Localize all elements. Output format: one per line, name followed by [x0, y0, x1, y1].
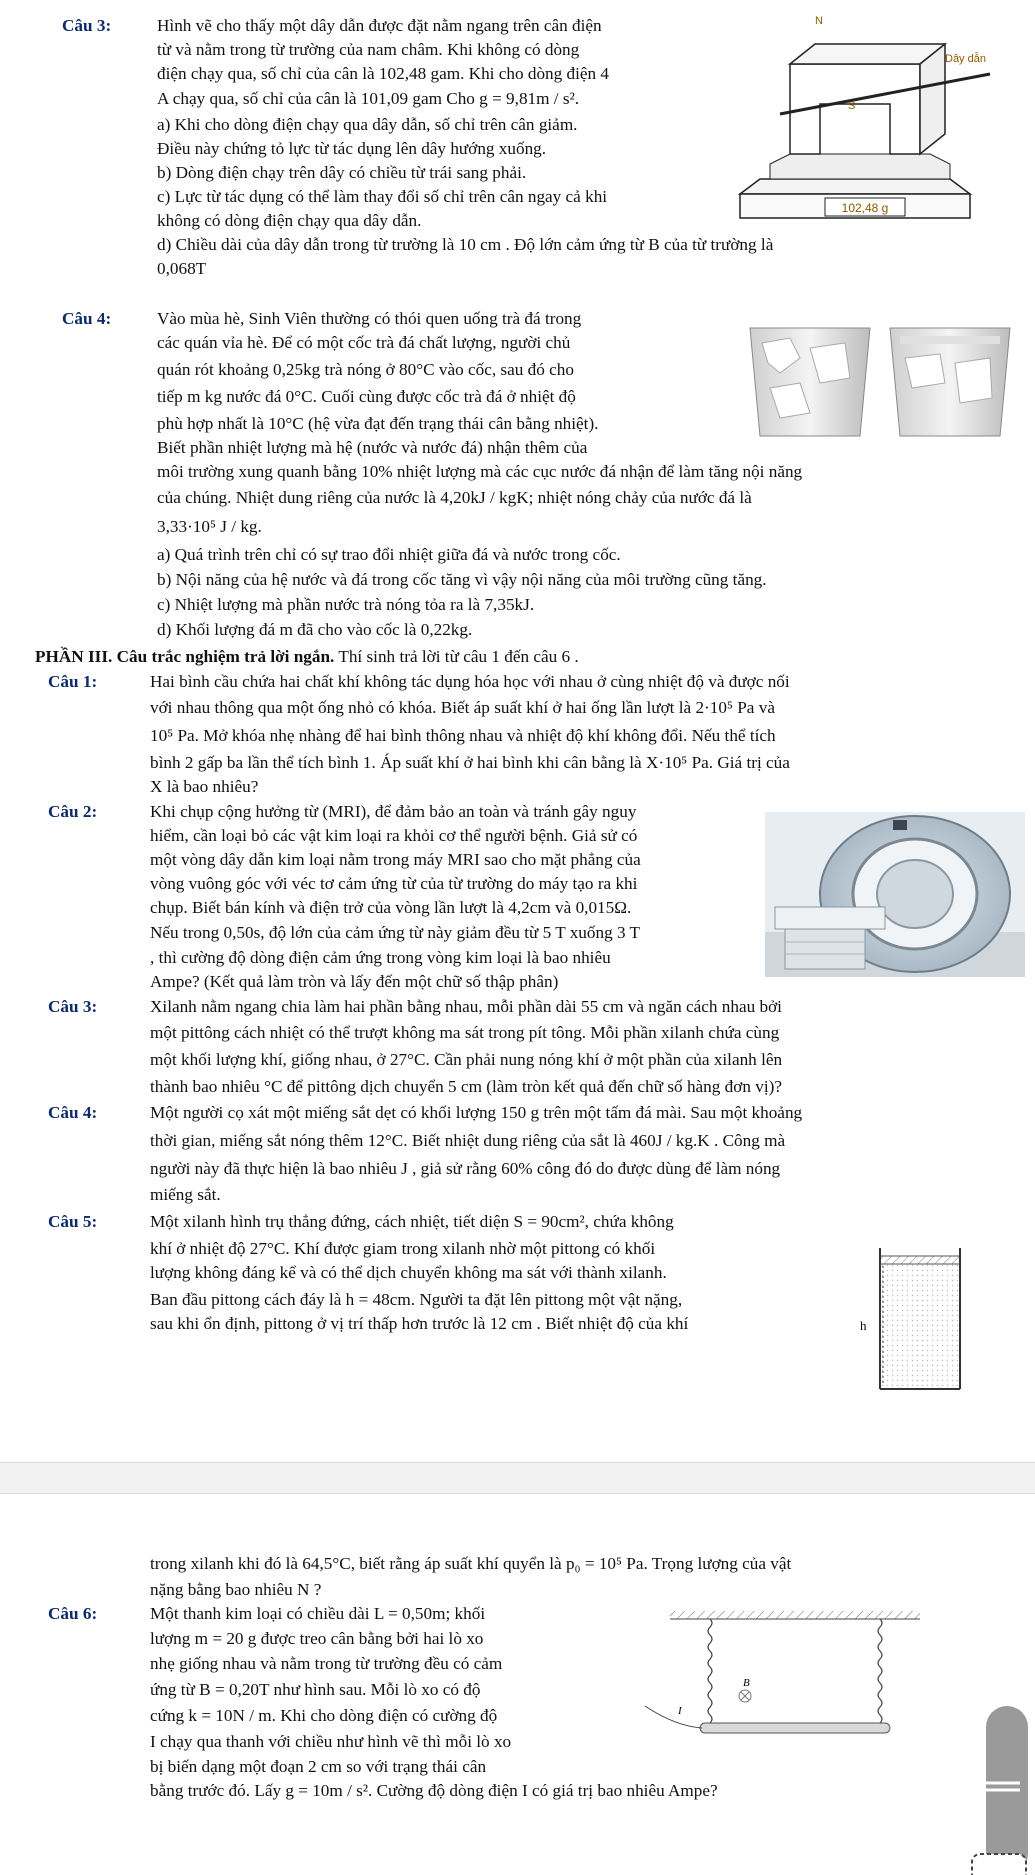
text-line: , thì cường độ dòng điện cảm ứng trong vòng kim loại là bao nhiêu [150, 948, 611, 967]
page-separator [0, 1462, 1035, 1494]
mri-machine-figure [765, 812, 1025, 977]
wire-label: Dây dẫn [945, 53, 986, 65]
question-number: Câu 4: [62, 309, 112, 328]
statement-a: a) Khi cho dòng điện chạy qua dây dẫn, số chỉ trên cân giảm. [157, 115, 578, 134]
text-line: trong xilanh khi đó là 64,5°C, biết rằng áp suất khí quyển là p₀ = 10⁵ Pa. Trọng lượng của vật [150, 1554, 792, 1573]
text-line: Điều này chứng tỏ lực từ tác dụng lên dây hướng xuống. [157, 139, 547, 158]
text-line: lượng không đáng kể và có thể dịch chuyển không ma sát với thành xilanh. [150, 1263, 667, 1282]
field-label: B [743, 1677, 750, 1689]
text-line: vòng vuông góc với véc tơ cảm ứng từ của từ trường do máy tạo ra khi [150, 874, 638, 893]
text-line: một vòng dây dẫn kim loại nằm trong máy MRI sao cho mặt phẳng của [150, 850, 641, 869]
text-line: người này đã thực hiện là bao nhiêu J , giả sử rằng 60% công đó do được dùng để làm nóng [150, 1159, 781, 1178]
question-number: Câu 5: [48, 1212, 98, 1231]
text-line: Biết phần nhiệt lượng mà hệ (nước và nước đá) nhận thêm của [157, 438, 588, 457]
text-line: Nếu trong 0,50s, độ lớn của cảm ứng từ này giảm đều từ 5 T xuống 3 T [150, 923, 641, 942]
text-line: Một thanh kim loại có chiều dài L = 0,50m; khối [150, 1604, 486, 1623]
text-line: điện chạy qua, số chỉ của cân là 102,48 gam. Khi cho dòng điện 4 [157, 64, 610, 83]
text-line: A chạy qua, số chỉ của cân là 101,09 gam Cho g = 9,81m / s². [157, 89, 580, 108]
text-line: bị biến dạng một đoạn 2 cm so với trạng thái cân [150, 1757, 487, 1776]
question-number: Câu 1: [48, 672, 98, 691]
text-line: Khi chụp cộng hưởng từ (MRI), để đảm bảo an toàn và tránh gây nguy [150, 802, 637, 821]
balance-magnet-figure [720, 14, 1020, 244]
text-line: Hai bình cầu chứa hai chất khí không tác dụng hóa học với nhau ở cùng nhiệt độ và được nối [150, 672, 790, 691]
question-number: Câu 3: [48, 997, 98, 1016]
question-number: Câu 4: [48, 1103, 98, 1122]
text-line: khí ở nhiệt độ 27°C. Khí được giam trong xilanh nhờ một pittong có khối [150, 1239, 656, 1258]
text-line: Một người cọ xát một miếng sắt dẹt có khối lượng 150 g trên một tấm đá mài. Sau một khoảng [150, 1103, 803, 1122]
question-number: Câu 2: [48, 802, 98, 821]
height-label: h [860, 1318, 867, 1333]
floating-toolbar[interactable] [958, 1706, 1028, 1875]
text-line: 0,068T [157, 259, 207, 278]
text-line: 3,33·10⁵ J / kg. [157, 517, 262, 536]
text-line: I chạy qua thanh với chiều như hình vẽ thì mỗi lò xo [150, 1732, 512, 1751]
statement-c: c) Lực từ tác dụng có thể làm thay đổi số chỉ trên cân ngay cả khi [157, 187, 608, 206]
text-line: sau khi ổn định, pittong ở vị trí thấp hơn trước là 12 cm . Biết nhiệt độ của khí [150, 1314, 689, 1333]
text-line: phù hợp nhất là 10°C (hệ vừa đạt đến trạng thái cân bằng nhiệt). [157, 414, 599, 433]
text-line: nặng bằng bao nhiêu N ? [150, 1580, 322, 1599]
section-instruction: Thí sinh trả lời từ câu 1 đến câu 6 . [338, 647, 579, 666]
text-line: hiểm, cần loại bỏ các vật kim loại ra khỏi cơ thể người bệnh. Giả sử có [150, 826, 638, 845]
text-line: 10⁵ Pa. Mở khóa nhẹ nhàng để hai bình thông nhau và nhiệt độ khí không đổi. Nếu thể tích [150, 726, 776, 745]
text-line: lượng m = 20 g được treo cân bằng bởi hai lò xo [150, 1629, 484, 1648]
text-line: bình 2 gấp ba lần thể tích bình 1. Áp suất khí ở hai bình khi cân bằng là X·10⁵ Pa. Giá trị của [150, 753, 790, 772]
text-line: một khối lượng khí, giống nhau, ở 27°C. Cần phải nung nóng khí ở một phần của xilanh lên [150, 1050, 783, 1069]
statement-d: d) Chiều dài của dây dẫn trong từ trường là 10 cm . Độ lớn cảm ứng từ B của từ trường là [157, 235, 774, 254]
text-line: Ban đầu pittong cách đáy là h = 48cm. Người ta đặt lên pittong một vật nặng, [150, 1290, 683, 1309]
text-line: các quán vỉa hè. Để có một cốc trà đá chất lượng, người chủ [157, 333, 571, 352]
text-line: chụp. Biết bán kính và điện trở của vòng lần lượt là 4,2cm và 0,015Ω. [150, 898, 632, 917]
south-label: S [848, 100, 856, 112]
cylinder-piston-figure [850, 1238, 970, 1398]
text-line: bằng trước đó. Lấy g = 10m / s². Cường độ dòng điện I có giá trị bao nhiêu Ampe? [150, 1781, 718, 1800]
spring-rod-figure [640, 1606, 940, 1756]
north-label: N [815, 15, 823, 27]
text-line: quán rót khoảng 0,25kg trà nóng ở 80°C vào cốc, sau đó cho [157, 360, 574, 379]
statement-b: b) Nội năng của hệ nước và đá trong cốc tăng vì vậy nội năng của môi trường cũng tăng. [157, 570, 767, 589]
text-line: Ampe? (Kết quả làm tròn và lấy đến một chữ số thập phân) [150, 972, 559, 991]
statement-a: a) Quá trình trên chỉ có sự trao đổi nhiệt giữa đá và nước trong cốc. [157, 545, 621, 564]
section-title: PHẦN III. Câu trắc nghiệm trả lời ngắn. [35, 647, 335, 666]
text-line: thời gian, miếng sắt nóng thêm 12°C. Biết nhiệt dung riêng của sắt là 460J / kg.K . Công mà [150, 1131, 786, 1150]
text-line: tiếp m kg nước đá 0°C. Cuối cùng được cốc trà đá ở nhiệt độ [157, 387, 576, 406]
text-line: Vào mùa hè, Sinh Viên thường có thói quen uống trà đá trong [157, 309, 582, 328]
question-number: Câu 3: [62, 16, 112, 35]
statement-b: b) Dòng điện chạy trên dây có chiều từ trái sang phải. [157, 163, 527, 182]
text-line: cứng k = 10N / m. Khi cho dòng điện có cường độ [150, 1706, 498, 1725]
text-line: nhẹ giống nhau và nằm trong từ trường đều có cảm [150, 1654, 503, 1673]
text-line: miếng sắt. [150, 1185, 221, 1204]
statement-d: d) Khối lượng đá m đã cho vào cốc là 0,22kg. [157, 620, 473, 639]
text-line: ứng từ B = 0,20T như hình sau. Mỗi lò xo có độ [150, 1680, 481, 1699]
section-heading [35, 645, 579, 669]
current-label: I [678, 1705, 682, 1717]
text-line: của chúng. Nhiệt dung riêng của nước là 4,20kJ / kgK; nhiệt nóng chảy của nước đá là [157, 488, 752, 507]
text-line: với nhau thông qua một ống nhỏ có khóa. Biết áp suất khí ở hai ống lần lượt là 2·10⁵ Pa và [150, 698, 775, 717]
statement-c: c) Nhiệt lượng mà phần nước trà nóng tỏa ra là 7,35kJ. [157, 595, 535, 614]
question-number: Câu 6: [48, 1604, 98, 1623]
text-line: từ và nằm trong từ trường của nam châm. Khi không có dòng [157, 40, 580, 59]
text-line: không có dòng điện chạy qua dây dẫn. [157, 211, 422, 230]
text-line: một pittông cách nhiệt có thể trượt không ma sát trong pít tông. Mỗi phần xilanh chứa cùng [150, 1023, 780, 1042]
text-line: Một xilanh hình trụ thẳng đứng, cách nhiệt, tiết diện S = 90cm², chứa không [150, 1212, 674, 1231]
scale-display: 102,48 g [841, 201, 889, 215]
text-line: Xilanh nằm ngang chia làm hai phần bằng nhau, mỗi phần dài 55 cm và ngăn cách nhau bởi [150, 997, 782, 1016]
text-line: môi trường xung quanh bằng 10% nhiệt lượng mà các cục nước đá nhận để làm tăng nội năng [157, 462, 803, 481]
text-line: X là bao nhiêu? [150, 777, 259, 796]
text-line: Hình vẽ cho thấy một dây dẫn được đặt nằm ngang trên cân điện [157, 16, 602, 35]
text-line: thành bao nhiêu °C để pittông dịch chuyển 5 cm (làm tròn kết quả đến chữ số hàng đơn vị)? [150, 1077, 782, 1096]
iced-tea-cups-figure [740, 318, 1020, 438]
